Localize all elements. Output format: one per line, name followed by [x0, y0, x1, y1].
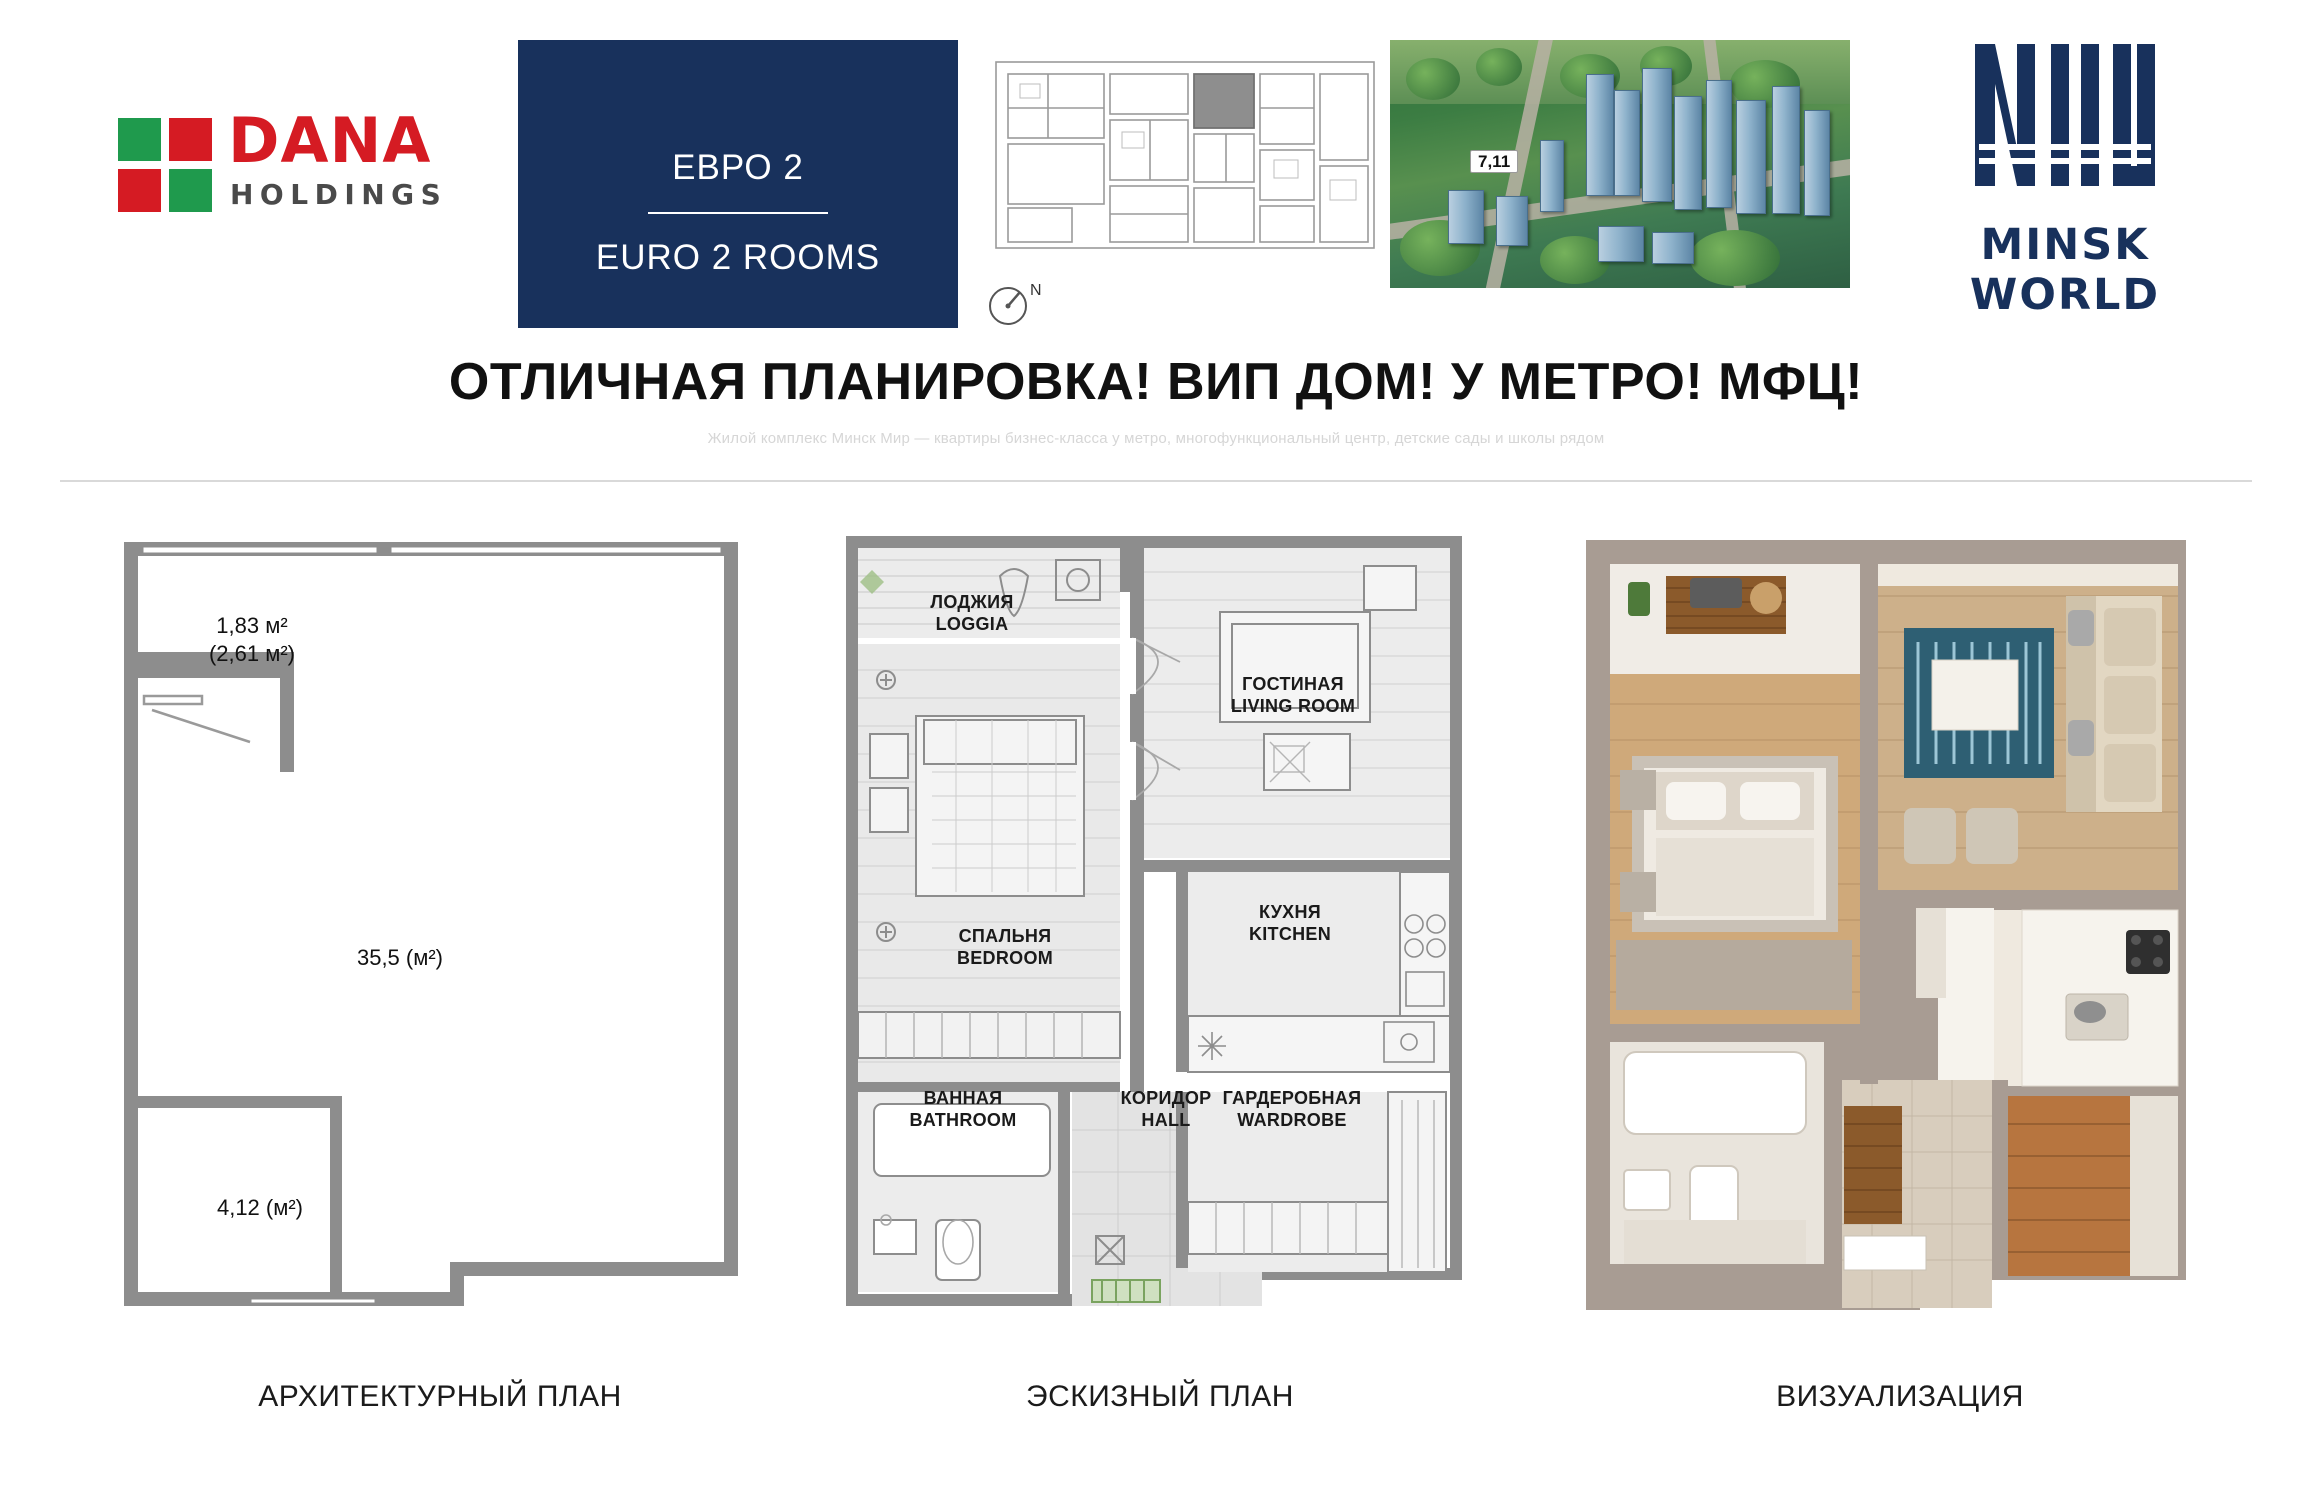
area-loggia-line1: 1,83 м²	[216, 613, 288, 638]
room-wardrobe-en: WARDROBE	[1237, 1109, 1347, 1130]
architectural-plan-caption: АРХИТЕКТУРНЫЙ ПЛАН	[258, 1380, 622, 1413]
plan-type-en: EURO 2 ROOMS	[595, 238, 881, 277]
floor-key-plan	[990, 48, 1380, 268]
sketch-plan-caption: ЭСКИЗНЫЙ ПЛАН	[1026, 1380, 1294, 1413]
architectural-plan	[90, 520, 790, 1420]
sketch-plan	[840, 520, 1480, 1420]
room-loggia-ru: ЛОДЖИЯ	[930, 592, 1014, 612]
dana-squares-icon	[118, 118, 214, 214]
divider	[648, 212, 828, 214]
room-bedroom	[910, 926, 1100, 969]
area-bath-line1: 4,12 (м²)	[216, 1195, 304, 1220]
aerial-render	[1390, 40, 1850, 288]
room-bathroom-ru: ВАННАЯ	[923, 1088, 1003, 1108]
room-loggia	[902, 592, 1042, 635]
room-wardrobe	[1192, 1088, 1392, 1131]
minsk-world-wordmark: MINSK WORLD	[1969, 220, 2161, 320]
mw-monogram-icon	[1965, 36, 2165, 208]
plan-type-ru: ЕВРО 2	[672, 148, 804, 187]
area-bath	[150, 1194, 370, 1222]
room-kitchen	[1210, 902, 1370, 945]
room-hall-en: HALL	[1141, 1109, 1191, 1130]
visualization	[1570, 520, 2230, 1420]
page-slogan-sub: Жилой комплекс Минск Мир — квартиры бизнес-класса у метро, многофункциональный центр, детские сады и школы рядом	[707, 430, 1605, 447]
room-kitchen-en: KITCHEN	[1248, 923, 1332, 944]
building-number-badge: 7,11	[1470, 150, 1518, 173]
room-bathroom	[868, 1088, 1058, 1131]
room-hall-ru: КОРИДОР	[1120, 1088, 1212, 1108]
area-living	[290, 944, 510, 972]
compass-north-icon	[988, 282, 1048, 332]
compass-n-label: N	[1030, 282, 1042, 299]
room-living-en: LIVING ROOM	[1230, 695, 1356, 716]
dana-subtitle: HOLDINGS	[230, 178, 448, 211]
plan-type-box	[518, 40, 958, 328]
room-kitchen-ru: КУХНЯ	[1258, 902, 1322, 922]
room-bathroom-en: BATHROOM	[909, 1109, 1017, 1130]
room-loggia-en: LOGGIA	[935, 613, 1009, 634]
minsk-world-logo	[1900, 36, 2230, 320]
visualization-caption: ВИЗУАЛИЗАЦИЯ	[1776, 1380, 2024, 1413]
page-slogan: ОТЛИЧНАЯ ПЛАНИРОВКА! ВИП ДОМ! У МЕТРО! МФЦ!	[448, 353, 1864, 411]
room-living-ru: ГОСТИНАЯ	[1242, 674, 1344, 694]
area-loggia	[162, 612, 342, 667]
room-bedroom-ru: СПАЛЬНЯ	[958, 926, 1052, 946]
dana-holdings-logo	[118, 104, 498, 222]
dana-wordmark: DANA	[228, 104, 432, 177]
area-living-line1: 35,5 (м²)	[356, 945, 444, 970]
area-loggia-line2: (2,61 м²)	[208, 640, 296, 666]
page-header	[0, 0, 2312, 447]
header-divider	[60, 480, 2252, 482]
room-wardrobe-ru: ГАРДЕРОБНАЯ	[1222, 1088, 1362, 1108]
room-living	[1198, 674, 1388, 717]
room-bedroom-en: BEDROOM	[956, 947, 1054, 968]
